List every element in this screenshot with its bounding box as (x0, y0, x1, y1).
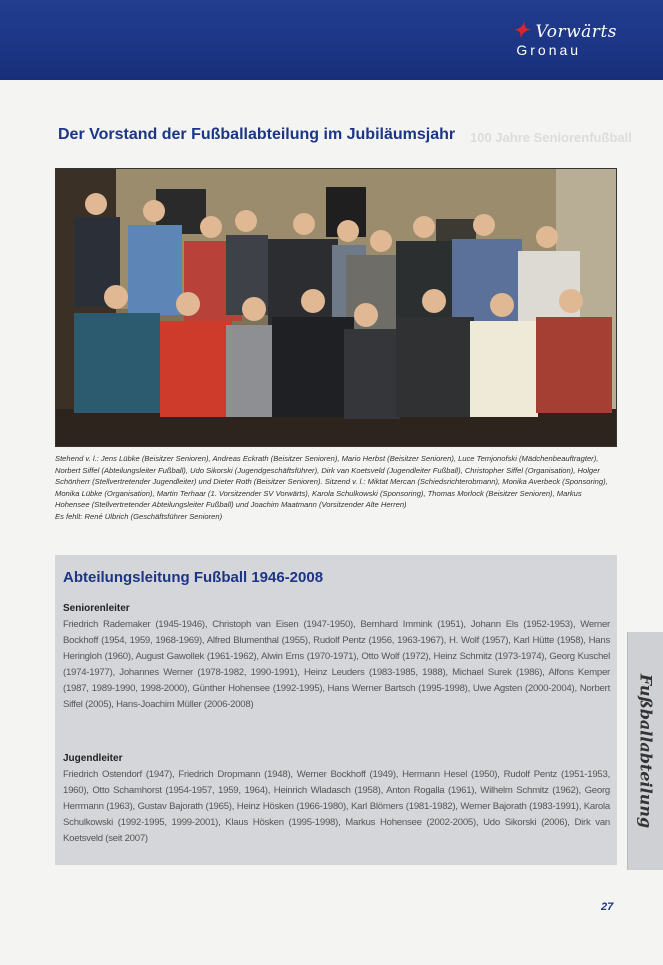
page-title: Der Vorstand der Fußballabteilung im Jubiläumsjahr (58, 126, 456, 143)
logo-line1: ✦ Vorwärts (512, 18, 617, 42)
team-photo (55, 168, 617, 447)
section-side-tab (627, 632, 663, 870)
header-band (0, 0, 663, 80)
leadership-box-title: Abteilungsleitung Fußball 1946-2008 (63, 569, 324, 586)
youth-list: Friedrich Ostendorf (1947), Friedrich Dropmann (1948), Werner Bockhoff (1949), Hermann Hesel (1950), Rudolf Pentz (1951-1953, 1960), Otto Schamhorst (1954-1957, 1959, 1964), Heinrich Wladasch (1958), Anton Rogalla (1961), Wilhelm Schmitz (1962), Georg Herrmann (1963), Gustav Bajorath (1965), Heinz Hösken (1966-1980), Karl Blömers (1981-1982), Werner Bajorath (1983-1991), Karola Schulkowski (1992-1995, 1999-2001), Klaus Hösken (1995-1998), Markus Hohensee (2002-2005), Udo Sikorski (2006), Dirk van Koetsveld (seit 2007) (63, 769, 610, 844)
club-logo (512, 18, 617, 58)
side-tab-label: Fußballabteilung (636, 673, 655, 829)
photo-caption (55, 453, 617, 523)
team-photo-illustration (56, 169, 617, 447)
caption-missing: Es fehlt: René Ulbrich (Geschäftsführer Senioren) (55, 511, 223, 521)
leadership-box (55, 555, 617, 865)
seniors-heading: Seniorenleiter (63, 603, 130, 614)
seniors-list: Friedrich Rademaker (1945-1946), Christoph van Eisen (1947-1950), Bernhard Immink (1951), Johann Els (1952-1953), Werner Bockhoff (1954, 1959, 1968-1969), Alfred Blumenthal (1955), Rudolf Pentz (1956, 1963-1967), H. Wolf (1957), Karl Hütte (1958), Hans Heringloh (1960), August Gawollek (1961-1962), Alwin Ems (1970-1971), Otto Wolf (1972), Heinz Schmitz (1973-1974), Georg Kuschel (1974-1977), Johannes Werner (1978-1982, 1990-1991), Heinz Leuders (1983-1985, 1988), Michael Surek (1986), Alfons Kemper (1987, 1989-1990, 1998-2000), Günther Hohensee (1992-1995), Hans Werner Bartsch (1995-1998), Uwe Agsten (2000-2004), Norbert Siffel (2005), Hans-Joachim Müller (2006-2008) (63, 619, 610, 710)
logo-line2: Gronau (516, 42, 582, 58)
caption-text: Stehend v. l.: Jens Lübke (Beisitzer Senioren), Andreas Eckrath (Beisitzer Senioren), Mario Herbst (Beisitzer Senioren), Luce Temjonofski (Mädchenbeauftragter), Norbert Siffel (Abteilungsleiter Fußball), Udo Sikorski (Jugendgeschäftsführer), Dirk van Koetsveld (Jugendleiter Fußball), Christopher Siffel (Organisation), Holger Schönherr (Stellvertretender Jugendleiter) und Dieter Roth (Beisitzer Senioren). Sitzend v. l.: Miktat Mercan (Schiedsrichterobmann), Monika Averbeck (Sponsoring), Monika Lübke (Organisation), Martin Terhaar (1. Vorsitzender SV Vorwärts), Karola Schulkowski (Sponsoring), Thomas Morlock (Beisitzer Senioren), Markus Hohensee (Stellvertretender Abteilungsleiter Fußball) und Joachim Maatmann (Vorsitzender Alte Herren) (55, 454, 608, 510)
youth-heading: Jugendleiter (63, 753, 123, 764)
page-number: 27 (601, 901, 614, 913)
ghost-title: 100 Jahre Seniorenfußball (470, 130, 632, 145)
